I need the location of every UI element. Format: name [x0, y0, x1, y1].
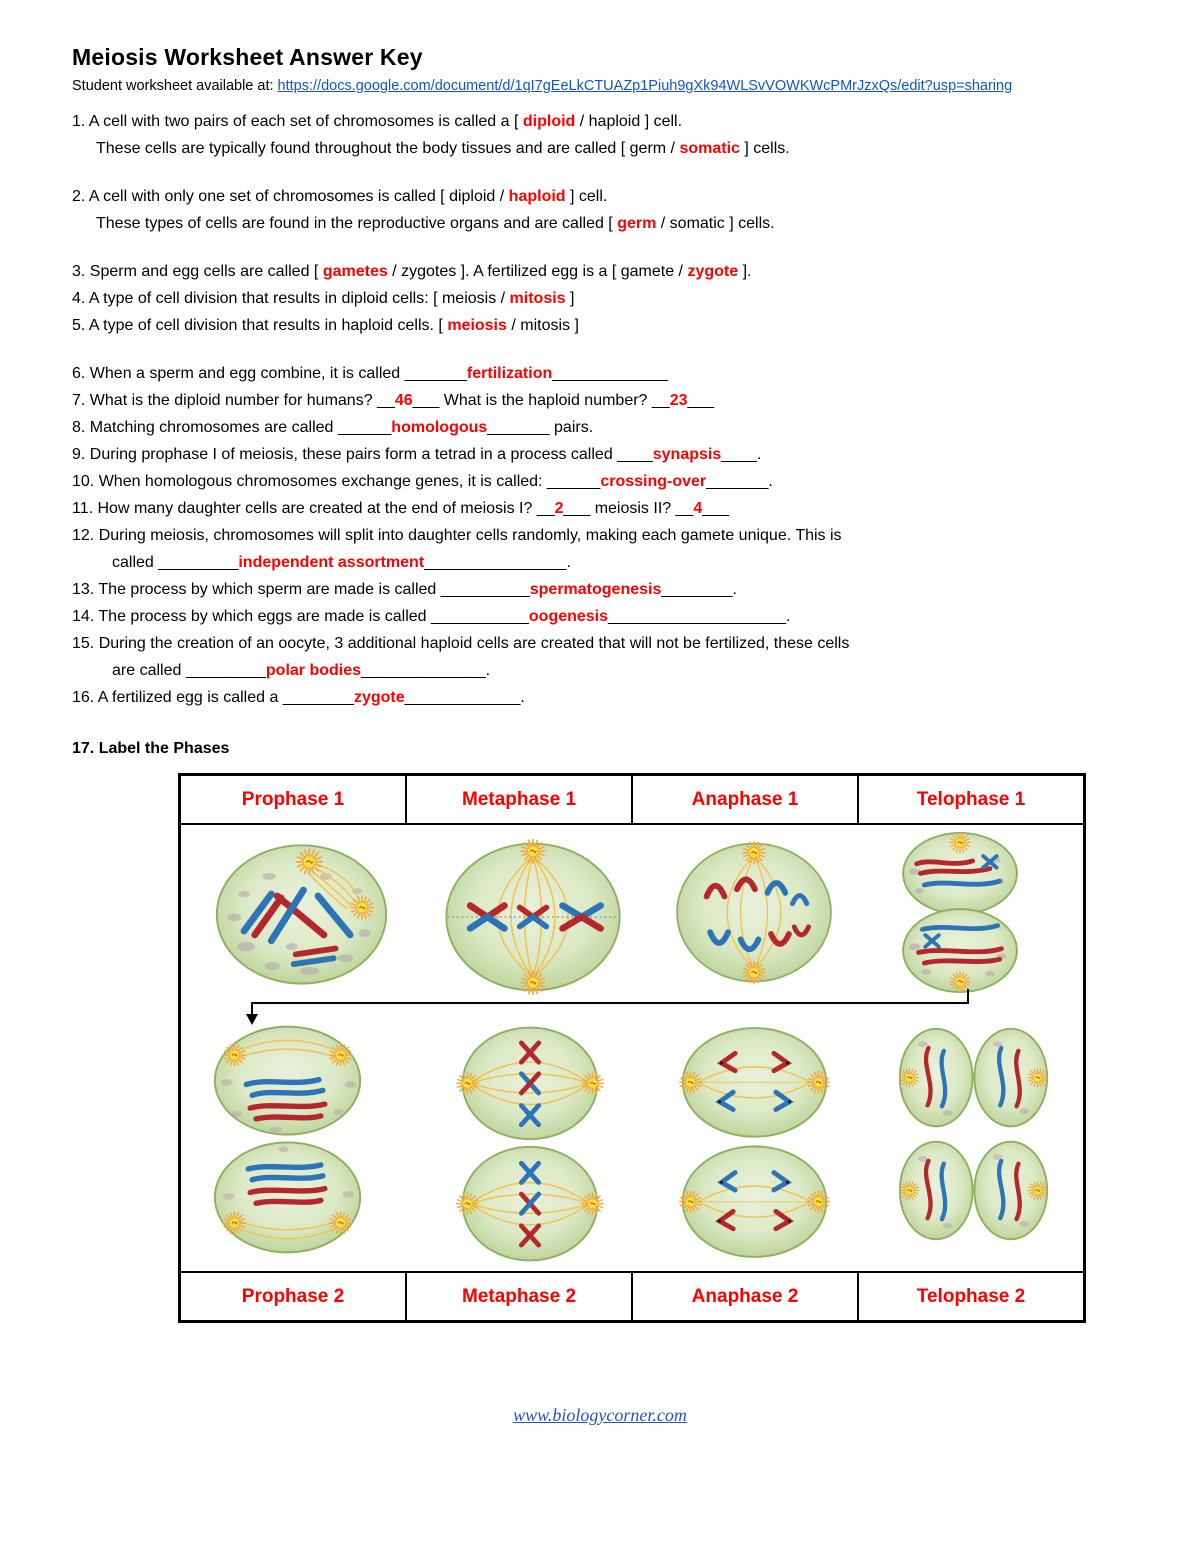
- question-15-line-2: are called _________polar bodies______________.: [112, 662, 491, 679]
- question-2-line-1: 2. A cell with only one set of chromosomes is called [ diploid / haploid ] cell.: [72, 188, 608, 205]
- metaphase-2-illustration: [453, 1021, 607, 1267]
- centrosome-icon: [680, 1191, 701, 1212]
- questions-section: [72, 108, 1128, 711]
- metaphase-1-illustration: [433, 837, 633, 997]
- phase-label-anaphase-1: Anaphase 1: [633, 776, 859, 823]
- centrosome-icon: [224, 1212, 246, 1234]
- phases-table: [178, 773, 1086, 1323]
- availability-prefix: Student worksheet available at:: [72, 78, 278, 94]
- centrosome-icon: [1028, 1181, 1047, 1200]
- question-8: 8. Matching chromosomes are called ______homologous_______ pairs.: [72, 419, 594, 436]
- telophase-1-illustration: [883, 831, 1038, 993]
- centrosome-icon: [457, 1073, 478, 1094]
- metaphase-1-cell-diagram: [433, 837, 633, 997]
- prophase-2-cell-diagram: [207, 1023, 369, 1255]
- centrosome-icon: [330, 1044, 352, 1066]
- anaphase-2-illustration: [675, 1023, 835, 1263]
- label-phases-heading: 17. Label the Phases: [72, 740, 230, 757]
- question-10: 10. When homologous chromosomes exchange genes, it is called: ______crossing-over_______.: [72, 473, 773, 490]
- phase-label-telophase-2: Telophase 2: [916, 1286, 1026, 1307]
- telophase-2-illustration: [893, 1025, 1053, 1245]
- question-2-line-2: These types of cells are found in the reproductive organs and are called [ germ / somatic ] cells.: [96, 215, 775, 232]
- telophase-2-cell-diagram: [893, 1025, 1053, 1245]
- phase-header-row: [181, 776, 1083, 825]
- phase-footer-row: [181, 1271, 1083, 1320]
- prophase-1-illustration: [209, 837, 394, 989]
- centrosome-icon: [1028, 1068, 1047, 1087]
- question-14: 14. The process by which eggs are made is called ___________oogenesis____________________.: [72, 608, 791, 625]
- page-footer: [72, 1405, 1128, 1426]
- question-1-line-2: These cells are typically found throughout the body tissues and are called [ germ / somatic ] cells.: [96, 140, 790, 157]
- availability-line: [72, 78, 1128, 94]
- metaphase-2-cell-diagram: [453, 1021, 607, 1267]
- centrosome-icon: [808, 1072, 829, 1093]
- question-11: 11. How many daughter cells are created at the end of meiosis I? __2___ meiosis II? __4___: [72, 500, 730, 517]
- biologycorner-link[interactable]: www.biologycorner.com: [513, 1405, 687, 1425]
- phase-label-anaphase-2: Anaphase 2: [633, 1273, 859, 1320]
- anaphase-2-cell-diagram: [675, 1023, 835, 1263]
- question-9: 9. During prophase I of meiosis, these pairs form a tetrad in a process called ____synapsis____.: [72, 446, 762, 463]
- phase-label-metaphase-1: Metaphase 1: [407, 776, 633, 823]
- phase-label-prophase-2: Prophase 2: [181, 1273, 407, 1320]
- centrosome-icon: [297, 849, 322, 874]
- centrosome-icon: [457, 1193, 478, 1214]
- centrosome-icon: [743, 961, 765, 983]
- question-7: 7. What is the diploid number for humans? __46___ What is the haploid number? __23___: [72, 392, 715, 409]
- centrosome-icon: [743, 842, 765, 864]
- centrosome-icon: [521, 971, 545, 995]
- centrosome-icon: [521, 840, 545, 864]
- prophase-1-cell-diagram: [209, 837, 394, 989]
- centrosome-icon: [582, 1073, 603, 1094]
- question-5: 5. A type of cell division that results in haploid cells. [ meiosis / mitosis ]: [72, 317, 579, 334]
- question-6: 6. When a sperm and egg combine, it is called _______fertilization_____________: [72, 365, 668, 382]
- telophase-1-cell-diagram: [883, 831, 1038, 993]
- phase-label-telophase-1: Telophase 1: [916, 789, 1026, 810]
- question-1-line-1: 1. A cell with two pairs of each set of chromosomes is called a [ diploid / haploid ] cell.: [72, 113, 683, 130]
- centrosome-icon: [900, 1068, 919, 1087]
- question-13: 13. The process by which sperm are made is called __________spermatogenesis________.: [72, 581, 737, 598]
- question-4: 4. A type of cell division that results in diploid cells: [ meiosis / mitosis ]: [72, 290, 575, 307]
- prophase-2-illustration: [207, 1023, 369, 1255]
- question-15-line-1: 15. During the creation of an oocyte, 3 additional haploid cells are created that will not be fertilized, these cells: [72, 635, 850, 652]
- centrosome-icon: [582, 1193, 603, 1214]
- centrosome-icon: [808, 1191, 829, 1212]
- phase-label-metaphase-2: Metaphase 2: [407, 1273, 633, 1320]
- anaphase-1-cell-diagram: [669, 837, 839, 989]
- page-title: Meiosis Worksheet Answer Key: [72, 44, 423, 70]
- centrosome-icon: [330, 1212, 352, 1234]
- centrosome-icon: [224, 1044, 246, 1066]
- question-3: 3. Sperm and egg cells are called [ gametes / zygotes ]. A fertilized egg is a [ gamete / zygote ].: [72, 263, 752, 280]
- centrosome-icon: [950, 833, 970, 853]
- centrosome-icon: [950, 971, 970, 991]
- centrosome-icon: [900, 1181, 919, 1200]
- centrosome-icon: [350, 896, 373, 919]
- worksheet-link[interactable]: https://docs.google.com/document/d/1qI7gEeLkCTUAZp1Piuh9gXk94WLSvVOWKWcPMrJzxQs/edit?usp=sharing: [277, 78, 1013, 94]
- question-16: 16. A fertilized egg is called a ________zygote_____________.: [72, 689, 525, 706]
- anaphase-1-illustration: [669, 837, 839, 989]
- question-12-line-1: 12. During meiosis, chromosomes will split into daughter cells randomly, making each gamete unique. This is: [72, 527, 842, 544]
- phase-label-prophase-1: Prophase 1: [181, 776, 407, 823]
- question-12-line-2: called _________independent assortment________________.: [112, 554, 571, 571]
- phase-illustrations: [181, 825, 1083, 1271]
- centrosome-icon: [680, 1072, 701, 1093]
